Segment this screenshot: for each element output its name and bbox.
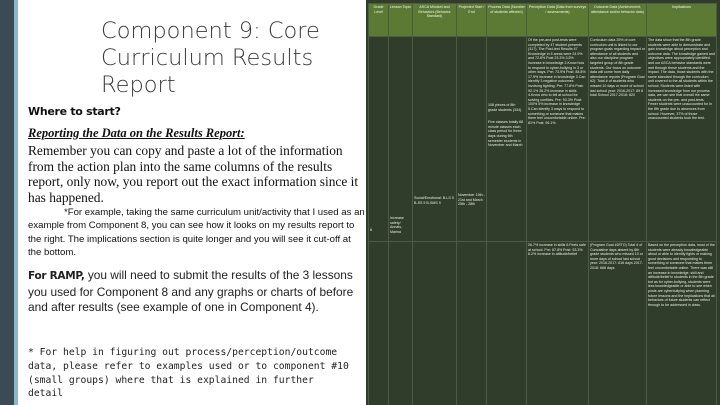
cell-blank [369, 242, 389, 405]
ramp-text: you will need to submit the results of the 3 lessons you used for Component 8 and any graphs or charts of before and after results (see example of one in Component 4). [28, 268, 354, 315]
ramp-label: For RAMP, [28, 270, 85, 282]
ramp-paragraph [28, 268, 366, 316]
example-paragraph [28, 206, 366, 260]
table-row [369, 242, 717, 405]
cell-process: 108 pieces of 8th grade students (334) Five classes totally 68 minute classes each class period for three days during 6th semester students in November and March [487, 37, 527, 242]
header-implications: Implications [647, 4, 717, 37]
results-report-table-image [366, 0, 720, 405]
cell-outcome: (Program Goal #2/ITO) Total # of Cumulative days absent by 8th grade students who missed 10 or more days of school last school year: 2016-2017: 816 days 2017-2018: 666 days [589, 242, 647, 405]
slide-title: Component 9: Core Curriculum Results Report [101, 18, 320, 98]
table-row [369, 37, 717, 242]
cell-blank [457, 242, 487, 405]
cell-blank [487, 242, 527, 405]
reporting-body: Remember you can copy and paste a lot of the information from the action plan into the same columns of the results report, only now, you report out the exact information since it has happened. [28, 143, 359, 205]
cell-perception: Of the pre-and post-tests were completed by 47 student presents (317). The Post-test Results 47 Knowledge in 6 areas were 24.9% and 72.8% Post 23.3% 3.5% increase in knowledge 2.Know how to respond to cyber-bullying in 3 or other ways. Pre: 73.9% Post: 88.8% 17.9% increase in knowledge 3.Can identify 3 negative outcomes involving fighting. Pre: 77.8% Post: 92.1% 26.2% increase in skills 4.Know who to tell at school for solving conflicts. Pre: 93.3% Post: 100% 5% increase in knowledge 5.Can identify 3 ways to respond to something or someone that makes them feel uncomfortable online. Pre: 81% Post: 96.1% [527, 37, 589, 242]
header-standard: ASCA Mindset and Behaviors (Behavior Standard) [413, 4, 457, 37]
cell-standard: Social/Emotional: B-LS 9 B-SS 9 B-SMS 9 [413, 37, 457, 242]
help-note: * For help in figuring out process/perception/outcome data, please refer to examples used or to component #10 (small groups) where that is explained in further detail [28, 347, 349, 400]
cell-dates: November 19th - 21st and March 25th - 28th [457, 37, 487, 242]
header-topic: Lesson Topic [389, 4, 413, 37]
header-outcome: Outcome Data (Achievement, attendance and/or behavior data) [589, 4, 647, 37]
cell-blank [413, 242, 457, 405]
table-header-row [369, 4, 717, 37]
header-dates: Projected Start / End [457, 4, 487, 37]
left-decorative-stripe [0, 0, 14, 405]
results-table [368, 3, 717, 405]
cell-outcome: Curriculum data 25% of core curriculum unit is linked to our program goals regarding impact or attendance of all students and also our discipline program targeted group of 8th grade students. Our focus on outcome data will come from daily attendance reports (Program Goal #2): Total # of students who missed 10 days or more of school last school year: 2016-2017: 89 8 total School 2017-2018: 820 [589, 37, 647, 242]
cell-topic: Increase safety/ Annals, Marina [389, 37, 413, 242]
cell-implications: Based on the perception data, most of the students were already knowledgeable about or able to identify fights or making good decisions and responding to something or someone that makes them feel uncomfortable online. There was still an increase in knowledge, skill and attitude/belief in students in the 8th grade but as for cyber-bullying, students were less knowledgeable or able to see when posts are cyberbullying when planning future lessons and the implications that all behaviors of future students can reflect through to be addressed in class. [647, 242, 717, 405]
cell-perception: 26.7% increase in skills 6.Feels safe at school. Pre: 87.8% Post: 93.3% 6.2% increase in attitude/belief [527, 242, 589, 405]
reporting-heading: Reporting the Data on the Results Report: [28, 126, 245, 140]
cell-implications: The data show that the 8th grade students were able to demonstrate and gain knowledge about perception and outcome data. The knowledge gained and objectives were appropriately identified and our ASCA behavior standards were met through these students and the impact. The data, those students with the same standard through the curriculum unit covered to the all students within the school. Students were listed with increased knowledge from our process data, we can see that overall the same students on the pre- and post-tests. Fewer students were unaccounted for in the 8th grade due to absences from school. However, 37% of those unaccounted students took the test. [647, 37, 717, 242]
cell-blank [389, 242, 413, 405]
header-process: Process Data (Number of students affected) [487, 4, 527, 37]
header-perception: Perception Data (Data from surveys / assessments) [527, 4, 589, 37]
cell-grade: 8 [369, 37, 389, 242]
where-to-start-heading: Where to start? [28, 105, 121, 118]
header-grade: Grade Level [369, 4, 389, 37]
example-text: *For example, taking the same curriculum unit/activity that I used as an example from Component 8, you can see how it looks on my results report to the right. The implications section is quite longer and you will see it cut-off at the bottom. [28, 207, 365, 259]
left-accent-stripe [14, 0, 18, 405]
